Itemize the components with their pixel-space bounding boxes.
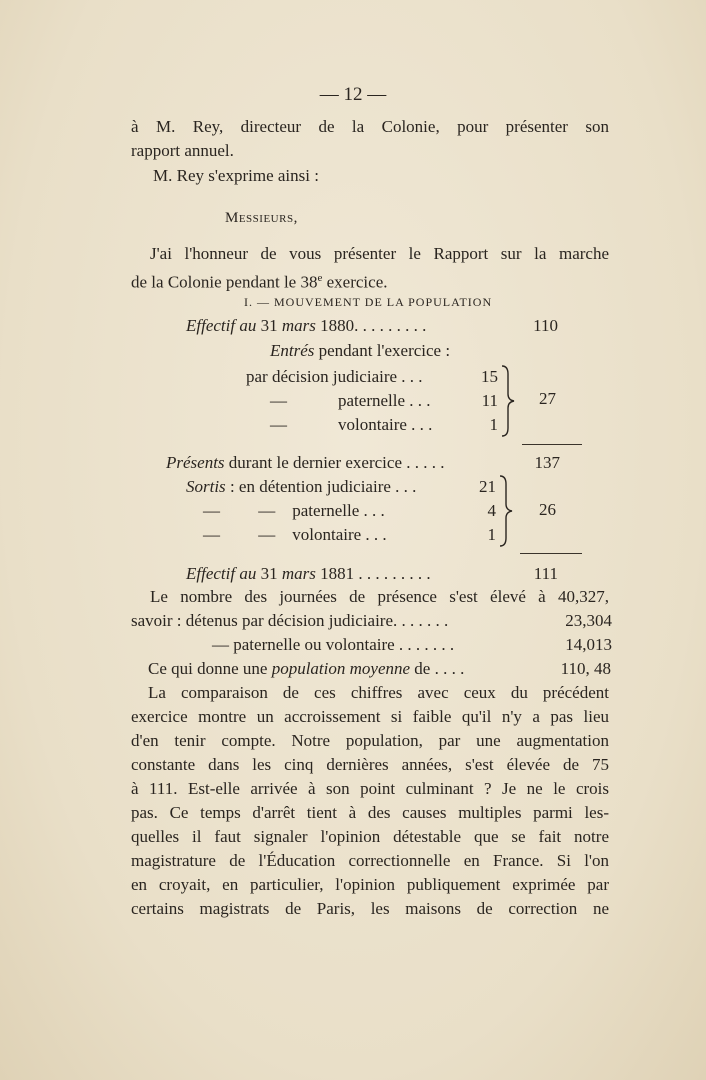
- intro-line-2: rapport annuel.: [131, 141, 234, 160]
- effectif-start-value: 110: [533, 316, 558, 335]
- presents-label: Présents durant le dernier exercice . . . . .: [166, 453, 445, 472]
- para2-line-4: constante dans les cinq dernières années, s'est élevée de 75: [131, 755, 609, 774]
- sortis-row-1-value: 21: [479, 477, 496, 496]
- para2-line-6: pas. Ce temps d'arrêt tient à des causes multiples parmi les-: [131, 803, 609, 822]
- sortis-row-2-label: — — paternelle . . .: [203, 501, 385, 520]
- journees-line-4-value: 110, 48: [560, 659, 611, 678]
- effectif-start-label: Effectif au 31 mars 1880. . . . . . . . .: [186, 316, 427, 335]
- journees-line-4-label: Ce qui donne une population moyenne de . . . .: [148, 659, 465, 678]
- para2-line-1: La comparaison de ces chiffres avec ceux du précédent: [148, 683, 609, 702]
- journees-line-3-label: — paternelle ou volontaire . . . . . . .: [212, 635, 455, 654]
- para2-line-10: certains magistrats de Paris, les maisons de correction ne: [131, 899, 609, 918]
- para1-line-1: J'ai l'honneur de vous présenter le Rapport sur la marche: [150, 244, 609, 263]
- journees-line-2-label: savoir : détenus par décision judiciaire. . . . . . .: [131, 611, 449, 630]
- entres-row-3-label: — volontaire . . .: [270, 415, 433, 434]
- para1-line-2: de la Colonie pendant le 38e exercice.: [131, 272, 388, 292]
- entres-row-3-value: 1: [489, 415, 498, 434]
- entres-brace: [498, 364, 518, 438]
- page-number: — 12 —: [319, 84, 387, 105]
- presents-value: 137: [534, 453, 560, 472]
- para2-line-8: magistrature de l'Éducation correctionnelle en France. Si l'on: [131, 851, 609, 870]
- para2-line-5: à 111. Est-elle arrivée à son point culminant ? Je ne le crois: [131, 779, 609, 798]
- sum-rule-2: [520, 553, 582, 554]
- journees-line-3-value: 14,013: [565, 635, 612, 654]
- section-heading: I. — MOUVEMENT DE LA POPULATION: [244, 295, 493, 309]
- sortis-total: 26: [539, 500, 556, 519]
- entres-total: 27: [539, 389, 556, 408]
- salutation: Messieurs,: [225, 210, 298, 226]
- effectif-end-value: 111: [533, 564, 558, 583]
- intro-line-3: M. Rey s'exprime ainsi :: [153, 166, 319, 185]
- journees-line-2-value: 23,304: [565, 611, 612, 630]
- sortis-row-1-label: Sortis : en détention judiciaire . . .: [186, 477, 417, 496]
- para2-line-3: d'en tenir compte. Notre population, par une augmentation: [131, 731, 609, 750]
- para2-line-2: exercice montre un accroissement si faible qu'il n'y a pas lieu: [131, 707, 609, 726]
- entres-row-2-label: — paternelle . . .: [270, 391, 431, 410]
- effectif-end-label: Effectif au 31 mars 1881 . . . . . . . . .: [186, 564, 431, 583]
- entres-row-1-label: par décision judiciaire . . .: [246, 367, 423, 386]
- sortis-brace: [496, 474, 516, 548]
- journees-line-1: Le nombre des journées de présence s'est élevé à 40,327,: [150, 587, 609, 606]
- entres-row-1-value: 15: [481, 367, 498, 386]
- para2-line-9: en croyait, en particulier, l'opinion publiquement exprimée par: [131, 875, 609, 894]
- para2-line-7: quelles il faut signaler l'opinion détestable que se fait notre: [131, 827, 609, 846]
- sortis-row-3-value: 1: [487, 525, 496, 544]
- entres-row-2-value: 11: [481, 391, 498, 410]
- intro-line-1: à M. Rey, directeur de la Colonie, pour présenter son: [131, 117, 609, 136]
- entres-label: Entrés pendant l'exercice :: [270, 341, 451, 360]
- sortis-row-2-value: 4: [487, 501, 496, 520]
- sum-rule-1: [522, 444, 582, 445]
- sortis-row-3-label: — — volontaire . . .: [203, 525, 387, 544]
